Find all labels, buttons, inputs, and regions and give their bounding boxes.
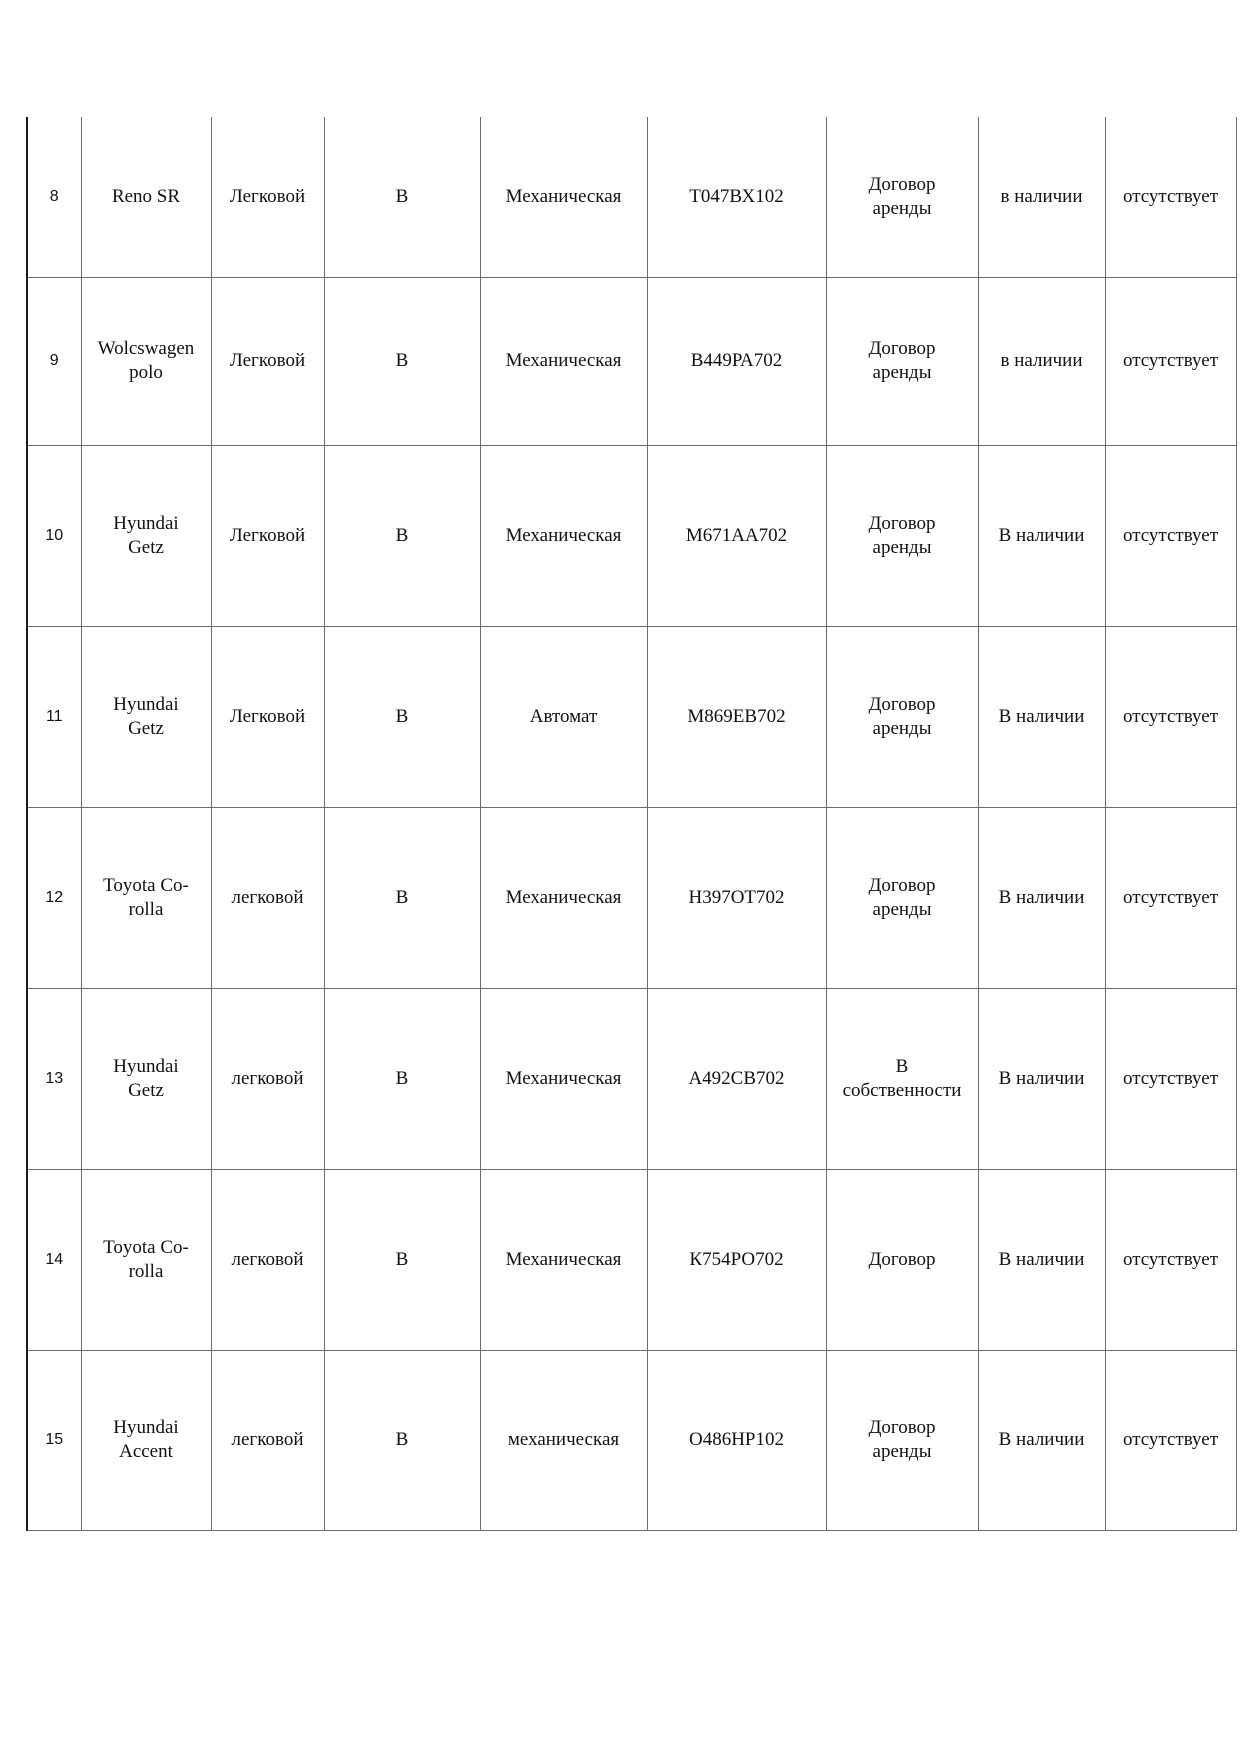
status-text: отсутствует bbox=[1122, 1067, 1219, 1089]
ownership-basis-text: Договор bbox=[868, 1248, 936, 1270]
vehicle-type-cell bbox=[211, 1169, 324, 1350]
row-number-text: 10 bbox=[45, 526, 64, 544]
status-cell bbox=[1105, 988, 1236, 1169]
row-number-text: 13 bbox=[45, 1069, 64, 1087]
row-number-text: 8 bbox=[49, 187, 59, 205]
row-number-text: 9 bbox=[49, 352, 59, 369]
row-number-cell bbox=[27, 277, 81, 445]
presence-text: В наличии bbox=[998, 705, 1085, 727]
status-cell bbox=[1105, 277, 1236, 445]
row-number-text: 12 bbox=[45, 888, 64, 906]
transmission-text: механическая bbox=[507, 1429, 620, 1450]
ownership-basis-text: Договор аренды bbox=[868, 512, 936, 558]
model-text: Hyundai Getz bbox=[113, 512, 179, 558]
ownership-basis-text: Договор аренды bbox=[868, 693, 936, 739]
table-row bbox=[27, 445, 1236, 626]
vehicle-type-text: Легковой bbox=[229, 185, 306, 207]
vehicle-type-text: Легковой bbox=[229, 524, 306, 546]
status-text: отсутствует bbox=[1122, 705, 1219, 727]
category-text: B bbox=[395, 1248, 409, 1270]
vehicle-type-cell bbox=[211, 988, 324, 1169]
status-cell bbox=[1105, 807, 1236, 988]
row-number-cell bbox=[27, 445, 81, 626]
category-cell bbox=[324, 626, 480, 807]
plate-number-text: Т047ВХ102 bbox=[689, 185, 784, 207]
presence-cell bbox=[978, 277, 1105, 445]
presence-text: В наличии bbox=[998, 1248, 1085, 1270]
table-row bbox=[27, 1350, 1236, 1530]
plate-number-text: В449РА702 bbox=[690, 350, 783, 371]
vehicles-table bbox=[26, 117, 1237, 1531]
category-cell bbox=[324, 1169, 480, 1350]
plate-number-cell bbox=[647, 1169, 826, 1350]
status-text: отсутствует bbox=[1122, 1248, 1219, 1270]
status-text: отсутствует bbox=[1122, 886, 1219, 908]
vehicle-type-cell bbox=[211, 807, 324, 988]
ownership-basis-cell bbox=[826, 988, 978, 1169]
plate-number-text: М671АА702 bbox=[685, 524, 788, 546]
model-cell bbox=[81, 807, 211, 988]
table-row bbox=[27, 117, 1236, 277]
row-number-cell bbox=[27, 117, 81, 277]
model-cell bbox=[81, 117, 211, 277]
model-text: Wolcswagen polo bbox=[97, 338, 195, 383]
presence-text: В наличии bbox=[998, 886, 1085, 908]
model-cell bbox=[81, 1169, 211, 1350]
vehicle-type-cell bbox=[211, 117, 324, 277]
transmission-cell bbox=[480, 277, 647, 445]
row-number-cell bbox=[27, 1350, 81, 1530]
presence-cell bbox=[978, 1350, 1105, 1530]
ownership-basis-cell bbox=[826, 445, 978, 626]
status-cell bbox=[1105, 117, 1236, 277]
status-cell bbox=[1105, 1169, 1236, 1350]
row-number-text: 14 bbox=[45, 1250, 64, 1268]
category-cell bbox=[324, 988, 480, 1169]
status-cell bbox=[1105, 1350, 1236, 1530]
category-text: B bbox=[395, 524, 409, 546]
plate-number-text: А492СВ702 bbox=[688, 1067, 785, 1089]
ownership-basis-cell bbox=[826, 117, 978, 277]
status-text: отсутствует bbox=[1122, 350, 1219, 371]
row-number-cell bbox=[27, 988, 81, 1169]
vehicle-type-cell bbox=[211, 445, 324, 626]
plate-number-cell bbox=[647, 1350, 826, 1530]
presence-cell bbox=[978, 1169, 1105, 1350]
table-row bbox=[27, 626, 1236, 807]
category-cell bbox=[324, 277, 480, 445]
vehicle-type-text: легковой bbox=[231, 1067, 304, 1089]
vehicle-type-cell bbox=[211, 626, 324, 807]
plate-number-cell bbox=[647, 807, 826, 988]
plate-number-cell bbox=[647, 117, 826, 277]
status-cell bbox=[1105, 445, 1236, 626]
table-row bbox=[27, 277, 1236, 445]
row-number-cell bbox=[27, 807, 81, 988]
ownership-basis-cell bbox=[826, 626, 978, 807]
model-cell bbox=[81, 626, 211, 807]
category-cell bbox=[324, 445, 480, 626]
plate-number-text: К754РО702 bbox=[689, 1248, 784, 1270]
ownership-basis-cell bbox=[826, 277, 978, 445]
category-cell bbox=[324, 1350, 480, 1530]
ownership-basis-text: Договор аренды bbox=[868, 338, 936, 383]
model-text: Hyundai Getz bbox=[113, 693, 179, 739]
plate-number-cell bbox=[647, 445, 826, 626]
presence-text: В наличии bbox=[998, 1429, 1085, 1450]
plate-number-cell bbox=[647, 988, 826, 1169]
ownership-basis-text: Договор аренды bbox=[868, 1417, 936, 1462]
transmission-text: Механическая bbox=[505, 350, 622, 371]
vehicle-type-text: легковой bbox=[231, 886, 304, 908]
vehicle-type-cell bbox=[211, 1350, 324, 1530]
transmission-text: Автомат bbox=[529, 705, 598, 727]
transmission-text: Механическая bbox=[505, 1248, 622, 1270]
transmission-text: Механическая bbox=[505, 886, 622, 908]
model-cell bbox=[81, 1350, 211, 1530]
category-text: B bbox=[395, 1429, 409, 1450]
row-number-cell bbox=[27, 626, 81, 807]
presence-text: В наличии bbox=[998, 524, 1085, 546]
ownership-basis-text: В собственности bbox=[842, 1055, 962, 1101]
vehicle-type-text: легковой bbox=[231, 1248, 304, 1270]
presence-text: В наличии bbox=[998, 1067, 1085, 1089]
presence-cell bbox=[978, 445, 1105, 626]
transmission-cell bbox=[480, 626, 647, 807]
ownership-basis-cell bbox=[826, 807, 978, 988]
plate-number-text: О486НР102 bbox=[688, 1429, 784, 1450]
plate-number-text: М869ЕВ702 bbox=[687, 705, 786, 727]
row-number-cell bbox=[27, 1169, 81, 1350]
presence-text: в наличии bbox=[1000, 350, 1083, 371]
status-text: отсутствует bbox=[1122, 1429, 1219, 1450]
plate-number-cell bbox=[647, 277, 826, 445]
category-text: B bbox=[395, 886, 409, 908]
transmission-cell bbox=[480, 1350, 647, 1530]
category-cell bbox=[324, 117, 480, 277]
vehicle-type-text: легковой bbox=[231, 1429, 304, 1450]
status-cell bbox=[1105, 626, 1236, 807]
row-number-text: 11 bbox=[45, 707, 63, 725]
table-row bbox=[27, 807, 1236, 988]
plate-number-cell bbox=[647, 626, 826, 807]
table-body bbox=[27, 117, 1236, 1530]
vehicle-type-text: Легковой bbox=[229, 350, 306, 371]
transmission-cell bbox=[480, 988, 647, 1169]
model-text: Toyota Co- rolla bbox=[103, 874, 189, 920]
presence-text: в наличии bbox=[1000, 185, 1083, 207]
category-text: B bbox=[395, 705, 409, 727]
category-cell bbox=[324, 807, 480, 988]
model-cell bbox=[81, 445, 211, 626]
transmission-text: Механическая bbox=[505, 524, 622, 546]
plate-number-text: Н397ОТ702 bbox=[688, 886, 785, 908]
transmission-cell bbox=[480, 117, 647, 277]
status-text: отсутствует bbox=[1122, 185, 1219, 207]
model-cell bbox=[81, 988, 211, 1169]
table-row bbox=[27, 1169, 1236, 1350]
presence-cell bbox=[978, 626, 1105, 807]
category-text: B bbox=[395, 1067, 409, 1089]
model-text: Reno SR bbox=[111, 185, 181, 207]
model-text: Toyota Co- rolla bbox=[103, 1236, 189, 1282]
category-text: B bbox=[395, 185, 409, 207]
ownership-basis-cell bbox=[826, 1350, 978, 1530]
vehicle-type-cell bbox=[211, 277, 324, 445]
transmission-cell bbox=[480, 807, 647, 988]
table-row bbox=[27, 988, 1236, 1169]
presence-cell bbox=[978, 988, 1105, 1169]
transmission-text: Механическая bbox=[505, 1067, 622, 1089]
model-text: Hyundai Getz bbox=[113, 1055, 179, 1101]
status-text: отсутствует bbox=[1122, 524, 1219, 546]
ownership-basis-cell bbox=[826, 1169, 978, 1350]
presence-cell bbox=[978, 117, 1105, 277]
ownership-basis-text: Договор аренды bbox=[868, 173, 936, 219]
model-text: Hyundai Accent bbox=[113, 1417, 179, 1462]
row-number-text: 15 bbox=[45, 1431, 64, 1448]
transmission-cell bbox=[480, 1169, 647, 1350]
vehicle-type-text: Легковой bbox=[229, 705, 306, 727]
ownership-basis-text: Договор аренды bbox=[868, 874, 936, 920]
transmission-cell bbox=[480, 445, 647, 626]
category-text: B bbox=[395, 350, 409, 371]
transmission-text: Механическая bbox=[505, 185, 622, 207]
model-cell bbox=[81, 277, 211, 445]
presence-cell bbox=[978, 807, 1105, 988]
